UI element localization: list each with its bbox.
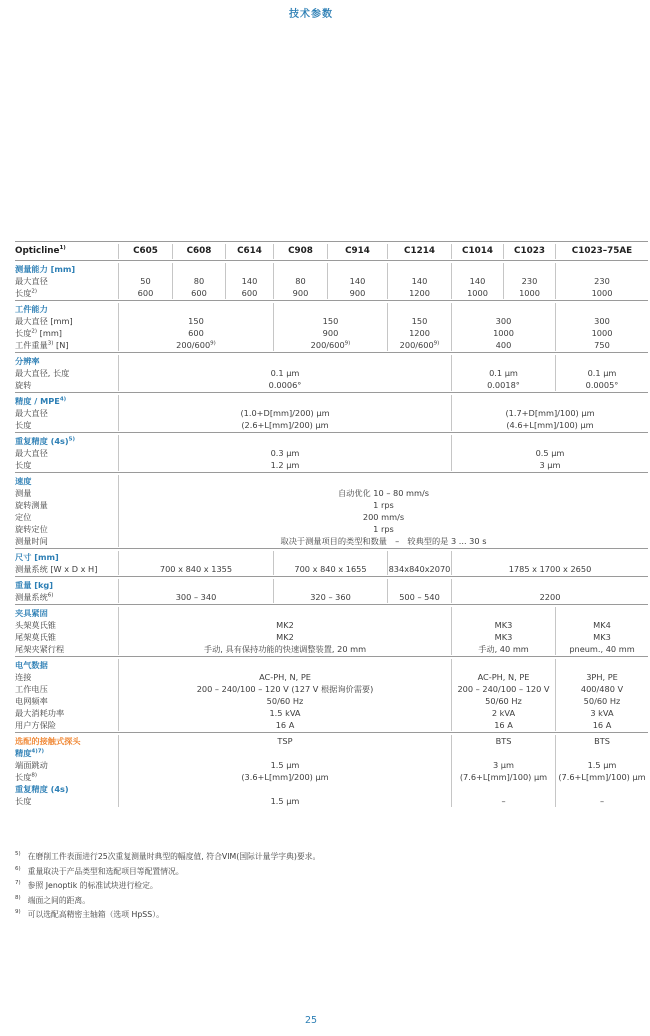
spec-cell: 200 – 240/100 – 120 V (127 V 根据询价需要) [118, 683, 451, 695]
spec-cell: 3 μm [451, 759, 555, 771]
section-title: 尺寸 [mm] [15, 552, 59, 562]
table-row [15, 643, 648, 655]
spec-cell [451, 747, 555, 759]
footnote [15, 867, 635, 877]
spec-cell [273, 303, 387, 315]
spec-cell [118, 551, 273, 563]
spec-cell [273, 551, 387, 563]
table-row [15, 407, 648, 419]
spec-cell: 400 [451, 339, 555, 351]
model-column-header: C1023 [503, 244, 555, 259]
section-title: 电气数据 [15, 660, 48, 670]
spec-cell [118, 475, 648, 487]
spec-cell: 140 [451, 275, 503, 287]
spec-cell: 1.5 kVA [118, 707, 451, 719]
spec-cell [273, 263, 327, 275]
spec-cell [172, 263, 225, 275]
spec-cell: 手动, 40 mm [451, 643, 555, 655]
spec-cell [555, 355, 648, 367]
row-label: 旋转定位 [15, 524, 48, 534]
row-label: 测量系统 [W x D x H] [15, 564, 98, 574]
table-row [15, 719, 648, 731]
table-row [15, 659, 648, 671]
spec-cell [387, 303, 451, 315]
spec-cell [555, 303, 648, 315]
spec-cell: MK3 [555, 631, 648, 643]
table-row [15, 499, 648, 511]
footnotes [15, 852, 635, 925]
page-number: 25 [304, 1015, 318, 1026]
spec-cell: 0.3 μm [118, 447, 451, 459]
spec-cell [118, 659, 451, 671]
spec-cell [451, 263, 503, 275]
table-section [15, 732, 648, 808]
row-label: 工作电压 [15, 684, 48, 694]
row-label: 头架莫氏锥 [15, 620, 56, 630]
table-row [15, 563, 648, 575]
row-label: 最大直径 [15, 408, 48, 418]
spec-cell [273, 579, 387, 591]
spec-cell: 0.0018° [451, 379, 555, 391]
spec-cell: 900 [273, 287, 327, 299]
spec-cell: AC-PH, N, PE [118, 671, 451, 683]
table-row [15, 367, 648, 379]
table-section [15, 656, 648, 732]
spec-cell: 1000 [555, 287, 648, 299]
table-row [15, 303, 648, 315]
footnote-marker: 9) [15, 909, 21, 916]
spec-cell: 50/60 Hz [118, 695, 451, 707]
spec-cell: 手动, 具有保持功能的快速调整装置, 20 mm [118, 643, 451, 655]
spec-cell: 1000 [451, 287, 503, 299]
table-row [15, 671, 648, 683]
row-label: 旋转测量 [15, 500, 48, 510]
spec-cell [503, 263, 555, 275]
table-row [15, 551, 648, 563]
spec-cell: 50 [118, 275, 172, 287]
spec-cell: 50/60 Hz [451, 695, 555, 707]
spec-cell [451, 303, 555, 315]
spec-cell: 700 x 840 x 1355 [118, 563, 273, 575]
spec-cell [555, 747, 648, 759]
spec-cell: 1 rps [118, 499, 648, 511]
table-row [15, 795, 648, 807]
spec-cell [555, 659, 648, 671]
spec-cell [555, 783, 648, 795]
spec-cell [118, 355, 451, 367]
row-label: 用户方保险 [15, 720, 56, 730]
spec-cell: 1200 [387, 287, 451, 299]
spec-cell: 150 [387, 315, 451, 327]
section-title: 选配的接触式探头 [15, 736, 81, 746]
row-label: 长度 [15, 460, 32, 470]
table-row [15, 591, 648, 603]
row-label: 连接 [15, 672, 32, 682]
row-label: 旋转 [15, 380, 32, 390]
row-label: 测量系统$^{6)}$ [15, 592, 54, 602]
spec-cell: pneum., 40 mm [555, 643, 648, 655]
table-row [15, 707, 648, 719]
footnote-marker: 8) [15, 894, 21, 901]
spec-cell: 834x840x2070 [388, 564, 451, 574]
spec-cell: MK3 [451, 631, 555, 643]
row-label: 最大直径 [15, 276, 48, 286]
row-label: 长度 [15, 796, 32, 806]
table-row [15, 395, 648, 407]
spec-cell [451, 783, 555, 795]
spec-cell [451, 435, 648, 447]
table-row [15, 735, 648, 747]
table-row [15, 475, 648, 487]
spec-cell: 140 [225, 275, 273, 287]
spec-cell [451, 607, 555, 619]
spec-cell: 400/480 V [555, 683, 648, 695]
spec-cell: 300 – 340 [118, 591, 273, 603]
spec-cell: 600 [118, 327, 273, 339]
spec-cell: 2200 [451, 591, 648, 603]
section-title: 重复精度 $(4s)^{5)}$ [15, 436, 75, 446]
spec-cell: (1.7+D[mm]/100) μm [451, 407, 648, 419]
spec-cell: BTS [555, 735, 648, 747]
spec-table [15, 241, 648, 808]
spec-cell: 2 kVA [451, 707, 555, 719]
spec-cell [118, 263, 172, 275]
spec-cell: 320 – 360 [273, 591, 387, 603]
spec-cell [555, 263, 648, 275]
spec-cell: 230 [555, 275, 648, 287]
row-label: 长度$^{8)}$ [15, 772, 38, 782]
section-title: 工件能力 [15, 304, 48, 314]
spec-cell: MK2 [118, 631, 451, 643]
section-title: 速度 [15, 476, 32, 486]
spec-cell: 1000 [451, 327, 555, 339]
spec-cell: 0.1 μm [118, 367, 451, 379]
spec-cell: 600 [225, 287, 273, 299]
spec-cell: 自动优化 10 – 80 mm/s [118, 487, 648, 499]
model-column-header: C614 [225, 244, 273, 259]
spec-cell [118, 435, 451, 447]
spec-cell: MK4 [555, 619, 648, 631]
spec-cell [451, 395, 648, 407]
table-row [15, 355, 648, 367]
table-section [15, 576, 648, 604]
row-label: 端面跳动 [15, 760, 48, 770]
section-title: 重量 [kg] [15, 580, 54, 590]
row-label: 测量 [15, 488, 32, 498]
spec-cell [451, 659, 555, 671]
spec-cell: 230 [503, 275, 555, 287]
spec-cell: 150 [273, 315, 387, 327]
table-row [15, 275, 648, 287]
table-section [15, 548, 648, 576]
footnote-text: 可以选配高精密主轴箱（选项 HpSS）。 [27, 910, 164, 919]
spec-cell: 取决于测量项目的类型和数量 – 较典型的是 3 ... 30 s [118, 535, 648, 547]
spec-cell: 1 rps [118, 523, 648, 535]
table-row [15, 759, 648, 771]
section-title: 测量能力 [mm] [15, 264, 76, 274]
table-row [15, 771, 648, 783]
spec-cell [387, 551, 451, 563]
spec-cell: 3PH, PE [555, 671, 648, 683]
spec-cell: MK3 [451, 619, 555, 631]
spec-cell [118, 303, 273, 315]
row-label: 长度$^{2)}$ [15, 288, 38, 298]
table-header-row [15, 244, 648, 259]
table-corner-label: Opticline$^{1)}$ [15, 245, 66, 256]
spec-cell: (7.6+L[mm]/100) μm [451, 771, 555, 783]
spec-cell: 16 A [451, 719, 555, 731]
spec-cell [451, 355, 555, 367]
spec-cell [555, 607, 648, 619]
row-label: 定位 [15, 512, 32, 522]
spec-cell: 3 μm [451, 459, 648, 471]
spec-cell: 80 [273, 275, 327, 287]
spec-cell: 16 A [555, 719, 648, 731]
spec-cell: 1.5 μm [118, 795, 451, 807]
spec-cell: 150 [118, 315, 273, 327]
table-section [15, 352, 648, 392]
spec-cell [451, 579, 648, 591]
footnote [15, 896, 635, 906]
table-row [15, 339, 648, 351]
table-row [15, 523, 648, 535]
table-row [15, 287, 648, 299]
spec-cell: 750 [555, 339, 648, 351]
footnote-marker: 5) [15, 851, 21, 858]
spec-cell: 1000 [503, 287, 555, 299]
spec-cell: (4.6+L[mm]/100) μm [451, 419, 648, 431]
spec-cell [118, 783, 451, 795]
footnote [15, 881, 635, 891]
footnote-text: 在磨削工件表面进行25次重复测量时典型的幅度值, 符合VIM(国际计量学字典)要求。 [27, 852, 321, 861]
table-row [15, 607, 648, 619]
spec-cell [451, 551, 648, 563]
row-label: 测量时间 [15, 536, 48, 546]
spec-cell: – [451, 795, 555, 807]
spec-cell: 900 [273, 327, 387, 339]
spec-cell: 500 – 540 [387, 591, 451, 603]
spec-cell: 300 [555, 315, 648, 327]
footnote-text: 端面之间的距离。 [27, 895, 91, 905]
spec-cell [118, 747, 451, 759]
spec-cell [327, 263, 387, 275]
table-row [15, 459, 648, 471]
row-label: 尾架莫氏锥 [15, 632, 56, 642]
row-label: 长度$^{2)}$ [mm] [15, 328, 62, 338]
section-title: 精度$^{4)7)}$ [15, 748, 45, 758]
table-row [15, 263, 648, 275]
section-title: 精度 / MPE$^{4)}$ [15, 396, 67, 406]
spec-cell: – [555, 795, 648, 807]
table-row [15, 487, 648, 499]
table-row [15, 535, 648, 547]
spec-cell [225, 263, 273, 275]
spec-cell: 0.0005° [555, 379, 648, 391]
table-row [15, 419, 648, 431]
spec-cell: TSP [118, 735, 451, 747]
row-label: 电网频率 [15, 696, 48, 706]
spec-cell: (1.0+D[mm]/200) μm [118, 407, 451, 419]
spec-cell: 1.5 μm [118, 759, 451, 771]
footnote [15, 910, 635, 920]
spec-cell [387, 579, 451, 591]
footnote-text: 参照 Jenoptik 的标准试块进行检定。 [27, 881, 158, 890]
table-row [15, 579, 648, 591]
table-section [15, 300, 648, 352]
spec-cell: 900 [327, 287, 387, 299]
spec-cell: 1000 [555, 327, 648, 339]
table-row [15, 435, 648, 447]
spec-cell: 700 x 840 x 1655 [273, 563, 387, 575]
spec-cell [118, 579, 273, 591]
row-label: 最大直径, 长度 [15, 368, 70, 378]
spec-cell: 0.1 μm [451, 367, 555, 379]
model-column-header: C1023–75AE [555, 244, 648, 259]
table-row [15, 783, 648, 795]
spec-cell: 200 – 240/100 – 120 V [451, 683, 555, 695]
table-section [15, 260, 648, 300]
spec-cell: 3 kVA [555, 707, 648, 719]
spec-cell: 0.1 μm [555, 367, 648, 379]
model-column-header: C914 [327, 244, 387, 259]
section-title: 分辨率 [15, 356, 40, 366]
footnote-marker: 6) [15, 865, 21, 872]
table-row [15, 447, 648, 459]
table-row [15, 315, 648, 327]
table-row [15, 683, 648, 695]
table-row [15, 379, 648, 391]
model-column-header: C908 [273, 244, 327, 259]
row-label: 最大消耗功率 [15, 708, 65, 718]
spec-cell: 0.5 μm [451, 447, 648, 459]
model-column-header: C1014 [451, 244, 503, 259]
model-column-header: C608 [172, 244, 225, 259]
spec-cell: (2.6+L[mm]/200) μm [118, 419, 451, 431]
table-section [15, 604, 648, 656]
spec-cell: (7.6+L[mm]/100) μm [555, 771, 648, 783]
spec-cell: 1.2 μm [118, 459, 451, 471]
spec-cell [118, 607, 451, 619]
spec-cell: 1.5 μm [555, 759, 648, 771]
spec-cell: 140 [387, 275, 451, 287]
spec-cell: 1200 [387, 327, 451, 339]
table-row [15, 327, 648, 339]
spec-cell: 300 [451, 315, 555, 327]
spec-cell: 200/600$^{9)}$ [273, 339, 387, 351]
table-row [15, 631, 648, 643]
spec-cell: 600 [118, 287, 172, 299]
spec-cell: 50/60 Hz [555, 695, 648, 707]
section-title: 重复精度 (4s) [15, 784, 69, 794]
spec-cell: AC-PH, N, PE [451, 671, 555, 683]
spec-cell [387, 263, 451, 275]
spec-cell: MK2 [118, 619, 451, 631]
footnote-text: 重量取决于产品类型和选配项目等配置情况。 [27, 866, 184, 876]
table-row [15, 511, 648, 523]
section-title: 夹具紧固 [15, 608, 48, 618]
spec-cell: 200/600$^{9)}$ [387, 339, 451, 351]
footnote-marker: 7) [15, 880, 21, 887]
table-row [15, 695, 648, 707]
table-section [15, 392, 648, 432]
spec-cell: 16 A [118, 719, 451, 731]
spec-cell: (3.6+L[mm]/200) μm [118, 771, 451, 783]
row-label: 工件重量$^{3)}$ [N] [15, 340, 69, 350]
spec-cell: 0.0006° [118, 379, 451, 391]
spec-cell: 140 [327, 275, 387, 287]
table-section [15, 472, 648, 548]
table-row [15, 747, 648, 759]
spec-cell: 80 [172, 275, 225, 287]
spec-cell: 1785 x 1700 x 2650 [451, 563, 648, 575]
row-label: 最大直径 [15, 448, 48, 458]
table-section [15, 432, 648, 472]
footnote [15, 852, 635, 862]
row-label: 最大直径 [mm] [15, 316, 73, 326]
spec-cell: 600 [172, 287, 225, 299]
spec-cell: 200/600$^{9)}$ [118, 339, 273, 351]
row-label: 长度 [15, 420, 32, 430]
row-label: 尾架夹紧行程 [15, 644, 65, 654]
page-title: 技术参数 [289, 9, 333, 20]
model-column-header: C605 [118, 244, 172, 259]
spec-cell: 200 mm/s [118, 511, 648, 523]
model-column-header: C1214 [387, 244, 451, 259]
table-row [15, 619, 648, 631]
spec-cell: BTS [451, 735, 555, 747]
spec-cell [118, 395, 451, 407]
